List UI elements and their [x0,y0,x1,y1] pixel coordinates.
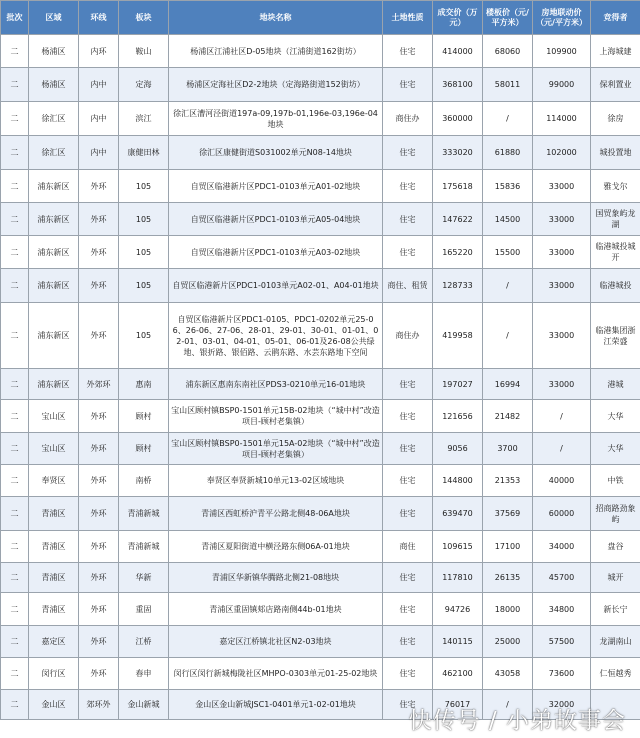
plot-name-cell: 宝山区顾村镇BSP0-1501单元15B-02地块（“城中村”改造项目-顾村老集镇） [169,400,383,433]
column-header-land-use: 土地性质 [383,1,433,35]
winner-cell: 新长宁 [591,593,640,626]
sector-cell: 105 [119,203,169,236]
winner-cell: 招商路劲象屿 [591,497,640,531]
linked-price-cell: 114000 [533,102,591,136]
linked-price-cell: 34800 [533,593,591,626]
deal-price-cell: 639470 [433,497,483,531]
sector-cell: 105 [119,236,169,269]
deal-price-cell: 144800 [433,465,483,497]
linked-price-cell: / [533,400,591,433]
column-header-floor-price: 楼板价（元/平方米） [483,1,533,35]
plot-name-cell: 徐汇区漕河泾街道197a-09,197b-01,196e-03,196e-04地块 [169,102,383,136]
sector-cell: 105 [119,269,169,303]
table-row [1,626,640,658]
floor-price-cell: / [483,303,533,369]
deal-price-cell: 128733 [433,269,483,303]
district-cell: 浦东新区 [29,170,79,203]
linked-price-cell: 57500 [533,626,591,658]
ring-cell: 外环 [79,563,119,593]
winner-cell: 仁恒越秀 [591,658,640,690]
land-use-cell: 商住、租赁 [383,269,433,303]
winner-cell: 临港城投 [591,269,640,303]
ring-cell: 外环 [79,626,119,658]
plot-name-cell: 杨浦区定海社区D2-2地块（定海路街道152街坊） [169,68,383,102]
floor-price-cell: / [483,690,533,720]
table-row [1,400,640,433]
sector-cell: 春申 [119,658,169,690]
sector-cell: 金山新城 [119,690,169,720]
ring-cell: 外环 [79,593,119,626]
land-use-cell: 住宅 [383,236,433,269]
floor-price-cell: 25000 [483,626,533,658]
batch-cell: 二 [1,690,29,720]
deal-price-cell: 109615 [433,531,483,563]
land-use-cell: 商住办 [383,303,433,369]
batch-cell: 二 [1,593,29,626]
deal-price-cell: 165220 [433,236,483,269]
batch-cell: 二 [1,203,29,236]
column-header-plot-name: 地块名称 [169,1,383,35]
district-cell: 徐汇区 [29,136,79,170]
district-cell: 浦东新区 [29,269,79,303]
batch-cell: 二 [1,136,29,170]
ring-cell: 外环 [79,465,119,497]
deal-price-cell: 9056 [433,433,483,465]
linked-price-cell: 73600 [533,658,591,690]
floor-price-cell: 15500 [483,236,533,269]
winner-cell: 中铁 [591,465,640,497]
ring-cell: 外环 [79,658,119,690]
floor-price-cell: 15836 [483,170,533,203]
table-row [1,102,640,136]
district-cell: 浦东新区 [29,303,79,369]
plot-name-cell: 嘉定区江桥镇北社区N2-03地块 [169,626,383,658]
linked-price-cell: 109900 [533,35,591,68]
batch-cell: 二 [1,400,29,433]
floor-price-cell: 61880 [483,136,533,170]
ring-cell: 外环 [79,170,119,203]
batch-cell: 二 [1,465,29,497]
ring-cell: 内中 [79,68,119,102]
column-header-ring: 环线 [79,1,119,35]
plot-name-cell: 青浦区重固镇郏店路南侧44b-01地块 [169,593,383,626]
land-use-cell: 商住办 [383,102,433,136]
ring-cell: 外环 [79,269,119,303]
sector-cell: 顾村 [119,400,169,433]
linked-price-cell: 33000 [533,236,591,269]
sector-cell: 华新 [119,563,169,593]
table-row [1,269,640,303]
linked-price-cell: 33000 [533,269,591,303]
ring-cell: 外环 [79,497,119,531]
plot-name-cell: 闵行区闵行新城梅陇社区MHPO-0303单元01-25-02地块 [169,658,383,690]
district-cell: 青浦区 [29,531,79,563]
batch-cell: 二 [1,433,29,465]
linked-price-cell: 40000 [533,465,591,497]
land-use-cell: 住宅 [383,433,433,465]
batch-cell: 二 [1,563,29,593]
batch-cell: 二 [1,658,29,690]
table-row [1,658,640,690]
sector-cell: 重固 [119,593,169,626]
ring-cell: 外郊环 [79,369,119,400]
plot-name-cell: 奉贤区奉贤新城10单元13-02区域地块 [169,465,383,497]
deal-price-cell: 117810 [433,563,483,593]
table-row [1,593,640,626]
floor-price-cell: / [483,102,533,136]
land-use-cell: 住宅 [383,690,433,720]
sector-cell: 鞍山 [119,35,169,68]
table-row [1,465,640,497]
table-row [1,68,640,102]
winner-cell: 城开 [591,563,640,593]
floor-price-cell: 21482 [483,400,533,433]
land-use-cell: 住宅 [383,369,433,400]
sector-cell: 滨江 [119,102,169,136]
sector-cell: 105 [119,170,169,203]
batch-cell: 二 [1,531,29,563]
ring-cell: 内环 [79,35,119,68]
table-header-row [1,1,640,35]
plot-name-cell: 金山区金山新城JSC1-0401单元1-02-01地块 [169,690,383,720]
batch-cell: 二 [1,170,29,203]
ring-cell: 外环 [79,433,119,465]
plot-name-cell: 青浦区西虹桥沪青平公路北侧48-06A地块 [169,497,383,531]
district-cell: 宝山区 [29,400,79,433]
batch-cell: 二 [1,497,29,531]
winner-cell: 大华 [591,400,640,433]
floor-price-cell: 68060 [483,35,533,68]
sector-cell: 105 [119,303,169,369]
batch-cell: 二 [1,68,29,102]
winner-cell: 盘谷 [591,531,640,563]
land-use-cell: 住宅 [383,170,433,203]
floor-price-cell: 17100 [483,531,533,563]
linked-price-cell: 33000 [533,203,591,236]
winner-cell: 临港城投城开 [591,236,640,269]
deal-price-cell: 197027 [433,369,483,400]
plot-name-cell: 自贸区临港新片区PDC1-0105、PDC1-0202单元25-06、26-06、27-06、28-01、29-01、30-01、01-01、02-01、03-01、04-01、05-01、06-01及26-08公共绿地、银折路、银佰路、云鹃东路、水芸东路地下空间 [169,303,383,369]
column-header-batch: 批次 [1,1,29,35]
plot-name-cell: 浦东新区惠南东南社区PDS3-0210单元16-01地块 [169,369,383,400]
column-header-linked-price: 房地联动价（元/平方米） [533,1,591,35]
deal-price-cell: 147622 [433,203,483,236]
table-row [1,531,640,563]
linked-price-cell: 60000 [533,497,591,531]
ring-cell: 内中 [79,136,119,170]
land-use-cell: 住宅 [383,658,433,690]
linked-price-cell: 45700 [533,563,591,593]
winner-cell: 徐房 [591,102,640,136]
deal-price-cell: 414000 [433,35,483,68]
sector-cell: 南桥 [119,465,169,497]
column-header-sector: 板块 [119,1,169,35]
linked-price-cell: 102000 [533,136,591,170]
district-cell: 徐汇区 [29,102,79,136]
floor-price-cell: 16994 [483,369,533,400]
winner-cell: 港城 [591,369,640,400]
sector-cell: 江桥 [119,626,169,658]
table-body [1,35,640,720]
winner-cell: 保利置业 [591,68,640,102]
ring-cell: 外环 [79,236,119,269]
land-use-cell: 住宅 [383,593,433,626]
deal-price-cell: 94726 [433,593,483,626]
batch-cell: 二 [1,369,29,400]
district-cell: 嘉定区 [29,626,79,658]
land-use-cell: 住宅 [383,136,433,170]
floor-price-cell: 58011 [483,68,533,102]
district-cell: 青浦区 [29,497,79,531]
column-header-winner: 竞得者 [591,1,640,35]
ring-cell: 外环 [79,400,119,433]
ring-cell: 郊环外 [79,690,119,720]
district-cell: 杨浦区 [29,68,79,102]
floor-price-cell: 21353 [483,465,533,497]
district-cell: 青浦区 [29,593,79,626]
sector-cell: 青浦新城 [119,531,169,563]
land-use-cell: 住宅 [383,400,433,433]
sector-cell: 顾村 [119,433,169,465]
plot-name-cell: 自贸区临港新片区PDC1-0103单元A01-02地块 [169,170,383,203]
floor-price-cell: 37569 [483,497,533,531]
winner-cell: 国贸象屿龙湖 [591,203,640,236]
plot-name-cell: 徐汇区康健街道S031002单元N08-14地块 [169,136,383,170]
table-row [1,433,640,465]
land-use-cell: 住宅 [383,68,433,102]
table-row [1,563,640,593]
watermark: 快传号 / 小弟故事会 [408,708,626,734]
table-row [1,369,640,400]
district-cell: 浦东新区 [29,369,79,400]
ring-cell: 外环 [79,203,119,236]
plot-name-cell: 青浦区华新镇华腾路北侧21-08地块 [169,563,383,593]
deal-price-cell: 419958 [433,303,483,369]
plot-name-cell: 杨浦区江浦社区D-05地块（江浦街道162街坊） [169,35,383,68]
batch-cell: 二 [1,35,29,68]
district-cell: 宝山区 [29,433,79,465]
linked-price-cell: 32000 [533,690,591,720]
land-use-cell: 住宅 [383,35,433,68]
plot-name-cell: 青浦区夏阳街道中横泾路东侧06A-01地块 [169,531,383,563]
deal-price-cell: 121656 [433,400,483,433]
table-row [1,170,640,203]
winner-cell: 龙湖南山 [591,626,640,658]
ring-cell: 内中 [79,102,119,136]
district-cell: 浦东新区 [29,203,79,236]
winner-cell: 城投置地 [591,136,640,170]
floor-price-cell: 18000 [483,593,533,626]
district-cell: 奉贤区 [29,465,79,497]
batch-cell: 二 [1,102,29,136]
ring-cell: 外环 [79,531,119,563]
deal-price-cell: 175618 [433,170,483,203]
batch-cell: 二 [1,626,29,658]
winner-cell: 大华 [591,433,640,465]
deal-price-cell: 368100 [433,68,483,102]
table-row [1,236,640,269]
floor-price-cell: / [483,269,533,303]
plot-name-cell: 自贸区临港新片区PDC1-0103单元A02-01、A04-01地块 [169,269,383,303]
sector-cell: 青浦新城 [119,497,169,531]
floor-price-cell: 26135 [483,563,533,593]
land-use-cell: 住宅 [383,465,433,497]
land-use-cell: 住宅 [383,497,433,531]
plot-name-cell: 自贸区临港新片区PDC1-0103单元A03-02地块 [169,236,383,269]
land-use-cell: 住宅 [383,563,433,593]
linked-price-cell: 33000 [533,170,591,203]
district-cell: 浦东新区 [29,236,79,269]
plot-name-cell: 自贸区临港新片区PDC1-0103单元A05-04地块 [169,203,383,236]
floor-price-cell: 43058 [483,658,533,690]
district-cell: 金山区 [29,690,79,720]
linked-price-cell: 99000 [533,68,591,102]
batch-cell: 二 [1,269,29,303]
sector-cell: 康健田林 [119,136,169,170]
column-header-district: 区域 [29,1,79,35]
column-header-deal-price: 成交价（万元） [433,1,483,35]
deal-price-cell: 76017 [433,690,483,720]
linked-price-cell: 33000 [533,369,591,400]
table-row [1,497,640,531]
land-use-cell: 住宅 [383,626,433,658]
batch-cell: 二 [1,303,29,369]
linked-price-cell: 34000 [533,531,591,563]
floor-price-cell: 3700 [483,433,533,465]
linked-price-cell: / [533,433,591,465]
winner-cell: 上海城建 [591,35,640,68]
table-row [1,35,640,68]
batch-cell: 二 [1,236,29,269]
table-row [1,303,640,369]
winner-cell: 雅戈尔 [591,170,640,203]
district-cell: 杨浦区 [29,35,79,68]
land-use-cell: 商住 [383,531,433,563]
floor-price-cell: 14500 [483,203,533,236]
district-cell: 闵行区 [29,658,79,690]
deal-price-cell: 140115 [433,626,483,658]
sector-cell: 定海 [119,68,169,102]
winner-cell: 临港集团浙江荣盛 [591,303,640,369]
table-row [1,203,640,236]
land-use-cell: 住宅 [383,203,433,236]
ring-cell: 外环 [79,303,119,369]
district-cell: 青浦区 [29,563,79,593]
sector-cell: 惠南 [119,369,169,400]
deal-price-cell: 360000 [433,102,483,136]
deal-price-cell: 333020 [433,136,483,170]
plot-name-cell: 宝山区顾村镇BSP0-1501单元15A-02地块（“城中村”改造项目-顾村老集镇） [169,433,383,465]
deal-price-cell: 462100 [433,658,483,690]
linked-price-cell: 33000 [533,303,591,369]
table-row [1,136,640,170]
